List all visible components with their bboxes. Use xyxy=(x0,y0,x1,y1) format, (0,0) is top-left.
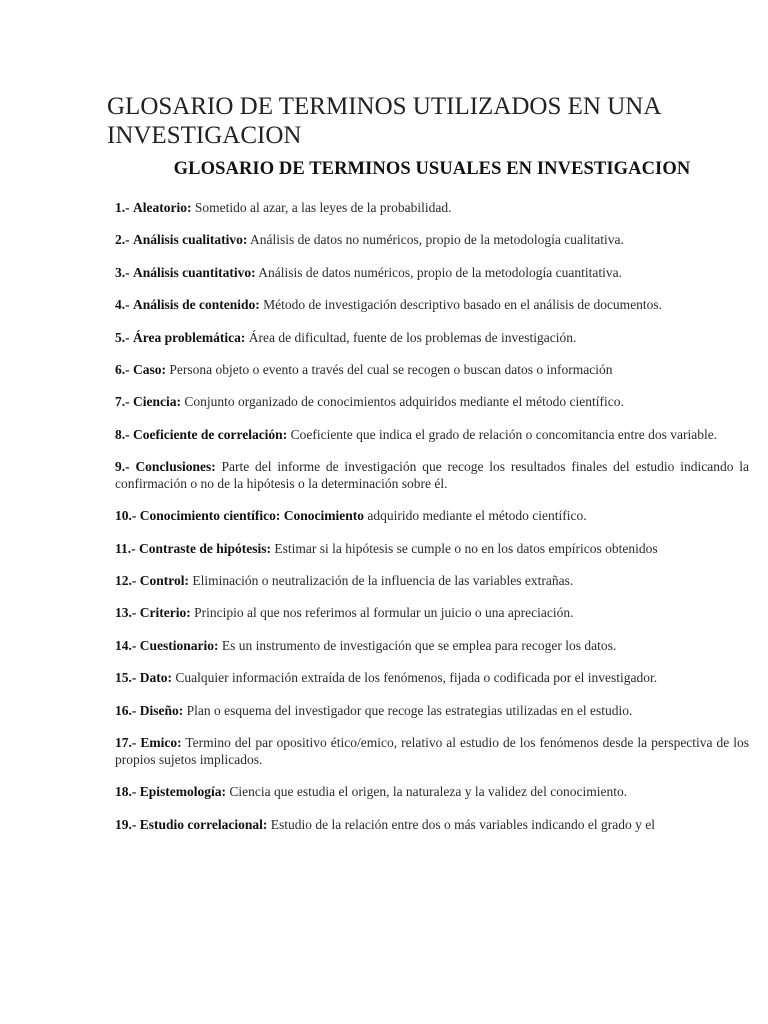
entry-term: Dato: xyxy=(139,670,172,686)
glossary-entry xyxy=(115,394,749,411)
glossary-entry xyxy=(115,638,749,655)
entry-number: 5.- xyxy=(115,329,130,345)
entry-term: Criterio: xyxy=(139,605,191,621)
entry-term: Control: xyxy=(139,573,189,589)
glossary-list xyxy=(115,200,749,849)
entry-term: Análisis cualitativo: xyxy=(133,232,248,248)
entry-number: 16.- xyxy=(115,702,137,718)
entry-number: 14.- xyxy=(115,637,137,653)
entry-definition: Persona objeto o evento a través del cual se recogen o buscan datos o información xyxy=(169,361,613,377)
entry-definition: Método de investigación descriptivo basado en el análisis de documentos. xyxy=(263,297,663,313)
entry-definition: Eliminación o neutralización de la influencia de las variables extrañas. xyxy=(192,573,574,589)
entry-number: 18.- xyxy=(115,784,137,800)
glossary-entry xyxy=(115,459,749,493)
entry-term: Conclusiones: xyxy=(135,459,216,475)
entry-definition: Plan o esquema del investigador que recoge las estrategias utilizadas en el estudio. xyxy=(186,702,633,718)
entry-number: 11.- xyxy=(115,540,136,556)
entry-definition: Análisis de datos numéricos, propio de la metodología cuantitativa. xyxy=(258,264,622,280)
entry-definition: Área de dificultad, fuente de los problemas de investigación. xyxy=(248,329,577,345)
entry-term: Cuestionario: xyxy=(139,637,219,653)
glossary-entry xyxy=(115,232,749,249)
entry-definition: Coeficiente que indica el grado de relación o concomitancia entre dos variable. xyxy=(290,426,718,442)
entry-definition: Parte del informe de investigación que recoge los resultados finales del estudio indicando la confirmación o no de la hipótesis o la determinación sobre él. xyxy=(115,459,750,491)
glossary-entry xyxy=(115,330,749,347)
entry-number: 10.- xyxy=(115,508,137,524)
glossary-entry xyxy=(115,200,749,217)
entry-number: 6.- xyxy=(115,361,130,377)
glossary-entry xyxy=(115,735,749,769)
entry-term: Análisis cuantitativo: xyxy=(133,264,256,280)
entry-definition: Sometido al azar, a las leyes de la probabilidad. xyxy=(194,200,452,215)
document-title: GLOSARIO DE TERMINOS UTILIZADOS EN UNA INVESTIGACION xyxy=(107,93,660,149)
glossary-entry xyxy=(115,817,749,834)
entry-term: Estudio correlacional: xyxy=(139,816,268,832)
entry-definition: Cualquier información extraída de los fenómenos, fijada o codificada por el investigador. xyxy=(175,670,658,686)
entry-term-continuation: Conocimiento xyxy=(283,508,364,524)
glossary-entry xyxy=(115,605,749,622)
entry-term: Emico: xyxy=(140,735,182,751)
entry-number: 19.- xyxy=(115,816,137,832)
entry-number: 13.- xyxy=(115,605,137,621)
entry-number: 4.- xyxy=(115,297,130,313)
glossary-entry xyxy=(115,703,749,720)
entry-number: 8.- xyxy=(115,426,130,442)
entry-definition: Ciencia que estudia el origen, la naturaleza y la validez del conocimiento. xyxy=(229,784,628,800)
glossary-entry xyxy=(115,427,749,444)
entry-term: Ciencia: xyxy=(133,394,181,410)
entry-number: 1.- xyxy=(115,200,130,215)
entry-definition: Análisis de datos no numéricos, propio de la metodología cualitativa. xyxy=(250,232,624,248)
entry-term: Análisis de contenido: xyxy=(133,297,260,313)
glossary-entry xyxy=(115,265,749,282)
entry-definition: Estimar si la hipótesis se cumple o no en los datos empíricos obtenidos xyxy=(274,540,658,556)
entry-definition: Es un instrumento de investigación que se emplea para recoger los datos. xyxy=(221,637,617,653)
glossary-entry xyxy=(115,670,749,687)
entry-definition: Conjunto organizado de conocimientos adquiridos mediante el método científico. xyxy=(184,394,624,410)
entry-number: 7.- xyxy=(115,394,130,410)
entry-number: 2.- xyxy=(115,232,130,248)
entry-term: Coeficiente de correlación: xyxy=(133,426,288,442)
entry-definition: Termino del par opositivo ético/emico, relativo al estudio de los fenómenos desde la perspectiva de los propios sujetos implicados. xyxy=(115,735,749,767)
entry-number: 3.- xyxy=(115,264,130,280)
entry-number: 15.- xyxy=(115,670,137,686)
entry-term: Contraste de hipótesis: xyxy=(139,540,272,556)
entry-term: Epistemología: xyxy=(139,784,226,800)
entry-number: 12.- xyxy=(115,573,137,589)
entry-definition: Estudio de la relación entre dos o más variables indicando el grado y el xyxy=(270,816,655,832)
glossary-entry xyxy=(115,362,749,379)
glossary-entry xyxy=(115,541,749,558)
entry-term: Diseño: xyxy=(139,702,184,718)
entry-term: Aleatorio: xyxy=(133,200,192,215)
entry-number: 9.- xyxy=(115,459,130,475)
glossary-entry xyxy=(115,573,749,590)
entry-number: 17.- xyxy=(115,735,137,751)
glossary-heading: GLOSARIO DE TERMINOS USUALES EN INVESTIGACION xyxy=(173,159,691,179)
entry-definition: adquirido mediante el método científico. xyxy=(367,508,587,524)
entry-term: Conocimiento científico: xyxy=(139,508,281,524)
glossary-entry xyxy=(115,784,749,801)
entry-term: Caso: xyxy=(133,361,166,377)
glossary-entry xyxy=(115,297,749,314)
glossary-entry xyxy=(115,508,749,525)
entry-term: Área problemática: xyxy=(133,329,246,345)
entry-definition: Principio al que nos referimos al formular un juicio o una apreciación. xyxy=(194,605,574,621)
